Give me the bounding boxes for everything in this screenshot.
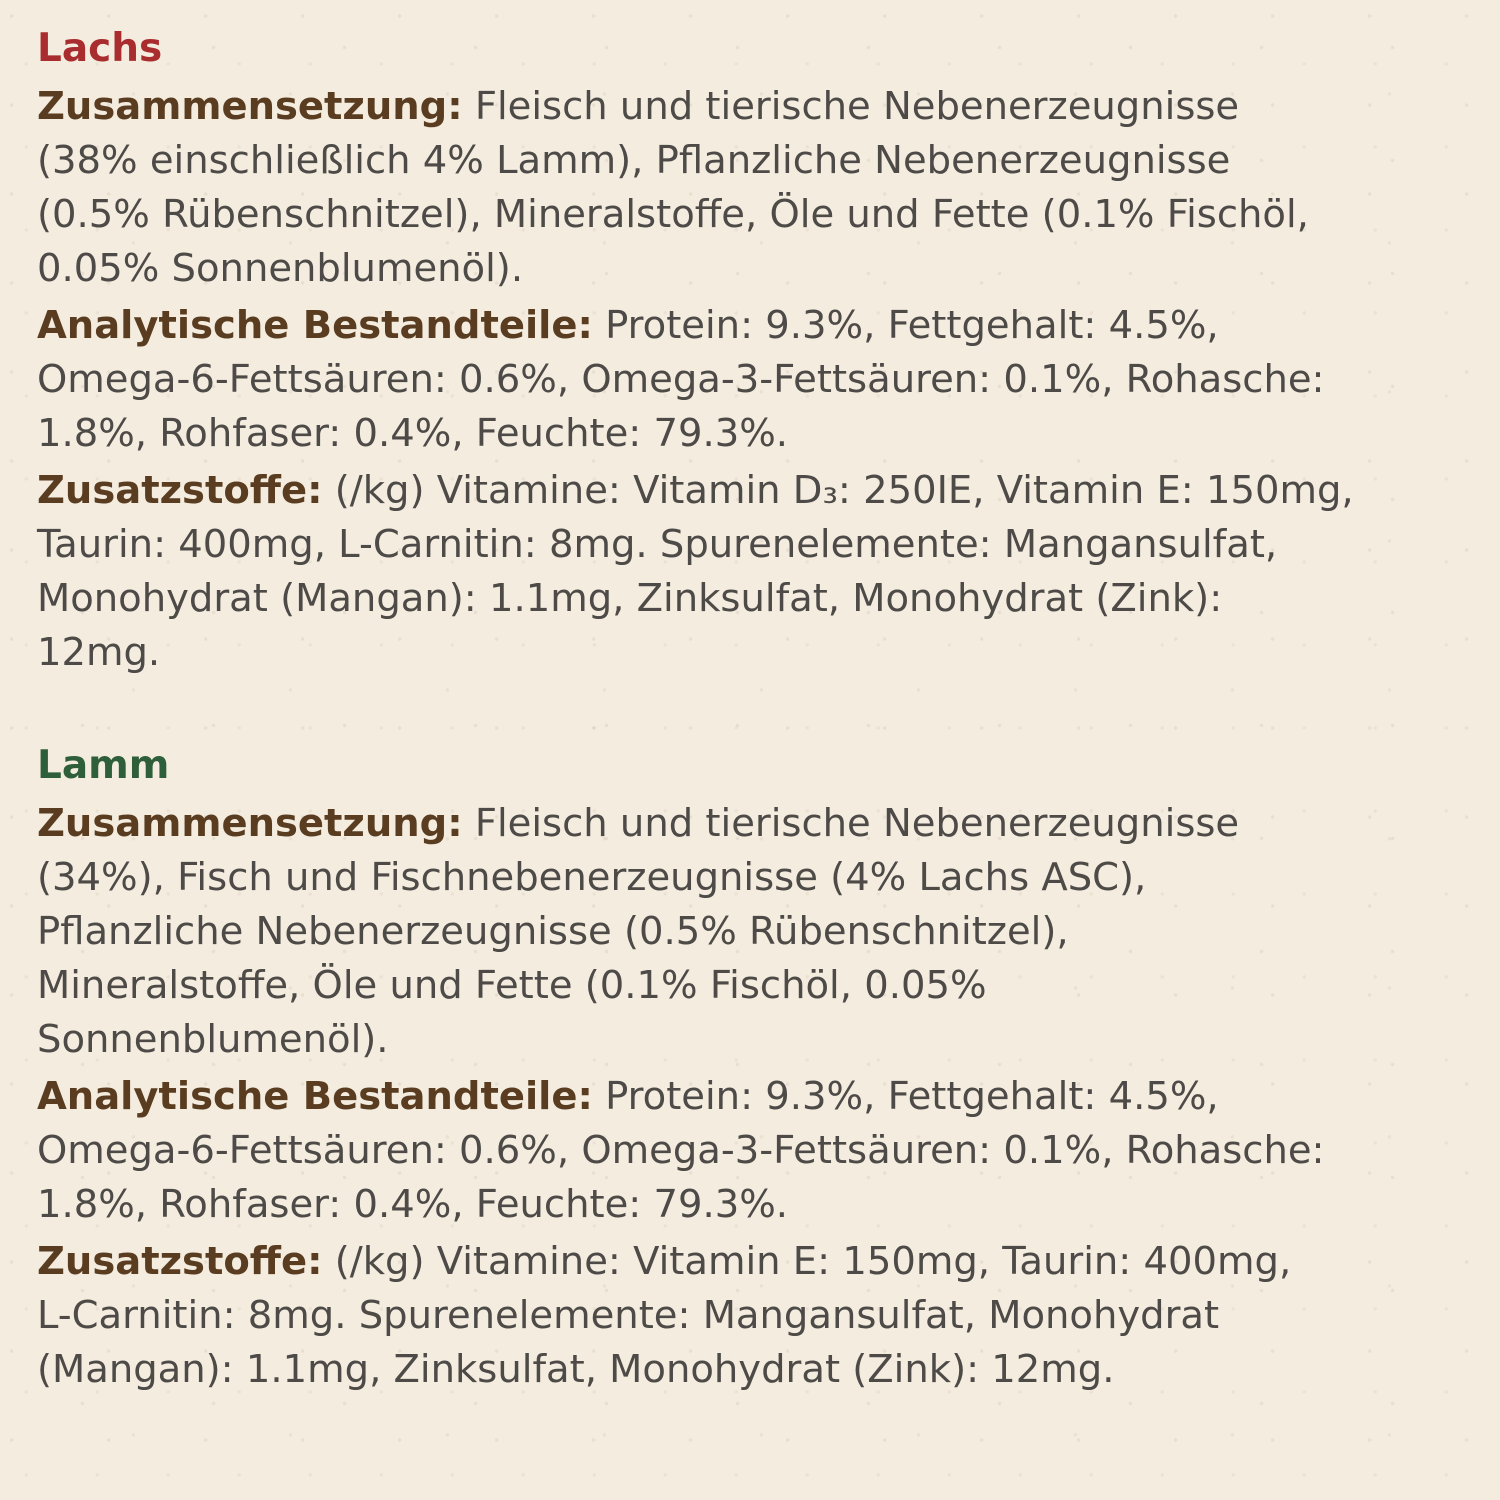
text-line bbox=[37, 299, 1477, 353]
text-line-content: (/kg) Vitamine: Vitamin D₃: 250IE, Vitamin E: 150mg, bbox=[322, 468, 1354, 513]
text-line: Omega-6-Fettsäuren: 0.6%, Omega-3-Fettsäuren: 0.1%, Rohasche: bbox=[37, 357, 1325, 402]
text-line: Mineralstoffe, Öle und Fette (0.1% Fischöl, 0.05% bbox=[37, 963, 987, 1008]
analytical-label: Analytische Bestandteile: bbox=[37, 1074, 593, 1119]
text-line: Monohydrat (Mangan): 1.1mg, Zinksulfat, Monohydrat (Zink): bbox=[37, 576, 1223, 621]
additives-label: Zusatzstoffe: bbox=[37, 468, 323, 513]
section-title-lachs: Lachs bbox=[37, 26, 163, 71]
text-line: 0.05% Sonnenblumenöl). bbox=[37, 246, 524, 291]
additives-paragraph bbox=[37, 464, 1477, 680]
section-lachs bbox=[37, 26, 1477, 683]
text-line: Omega-6-Fettsäuren: 0.6%, Omega-3-Fettsäuren: 0.1%, Rohasche: bbox=[37, 1128, 1325, 1173]
analytical-paragraph bbox=[37, 1070, 1477, 1232]
text-line-content: Fleisch und tierische Nebenerzeugnisse bbox=[462, 801, 1240, 846]
composition-label: Zusammensetzung: bbox=[37, 801, 463, 846]
text-line-content: Protein: 9.3%, Fettgehalt: 4.5%, bbox=[592, 303, 1219, 348]
section-title-lamm: Lamm bbox=[37, 743, 170, 788]
text-line: (Mangan): 1.1mg, Zinksulfat, Monohydrat (Zink): 12mg. bbox=[37, 1347, 1115, 1392]
text-line: 1.8%, Rohfaser: 0.4%, Feuchte: 79.3%. bbox=[37, 411, 789, 456]
text-line: Pflanzliche Nebenerzeugnisse (0.5% Rübenschnitzel), bbox=[37, 909, 1069, 954]
text-line: L-Carnitin: 8mg. Spurenelemente: Mangansulfat, Monohydrat bbox=[37, 1293, 1220, 1338]
composition-paragraph bbox=[37, 80, 1477, 296]
analytical-label: Analytische Bestandteile: bbox=[37, 303, 593, 348]
analytical-paragraph bbox=[37, 299, 1477, 461]
composition-label: Zusammensetzung: bbox=[37, 84, 463, 129]
text-line-content: (/kg) Vitamine: Vitamin E: 150mg, Taurin: 400mg, bbox=[322, 1239, 1292, 1284]
text-line bbox=[37, 464, 1477, 518]
text-line: Sonnenblumenöl). bbox=[37, 1017, 389, 1062]
composition-paragraph bbox=[37, 797, 1477, 1067]
text-line: 1.8%, Rohfaser: 0.4%, Feuchte: 79.3%. bbox=[37, 1182, 789, 1227]
text-line: (38% einschließlich 4% Lamm), Pflanzliche Nebenerzeugnisse bbox=[37, 138, 1231, 183]
text-line bbox=[37, 1070, 1477, 1124]
text-line bbox=[37, 1235, 1477, 1289]
text-line: Taurin: 400mg, L-Carnitin: 8mg. Spurenelemente: Mangansulfat, bbox=[37, 522, 1278, 567]
additives-paragraph bbox=[37, 1235, 1477, 1397]
text-line: (0.5% Rübenschnitzel), Mineralstoffe, Öle und Fette (0.1% Fischöl, bbox=[37, 192, 1309, 237]
text-line bbox=[37, 80, 1477, 134]
text-line-content: Protein: 9.3%, Fettgehalt: 4.5%, bbox=[592, 1074, 1219, 1119]
text-line: 12mg. bbox=[37, 630, 161, 675]
section-lamm bbox=[37, 743, 1477, 1400]
text-line bbox=[37, 797, 1477, 851]
additives-label: Zusatzstoffe: bbox=[37, 1239, 323, 1284]
text-line-content: Fleisch und tierische Nebenerzeugnisse bbox=[462, 84, 1240, 129]
text-line: (34%), Fisch und Fischnebenerzeugnisse (4% Lachs ASC), bbox=[37, 855, 1147, 900]
